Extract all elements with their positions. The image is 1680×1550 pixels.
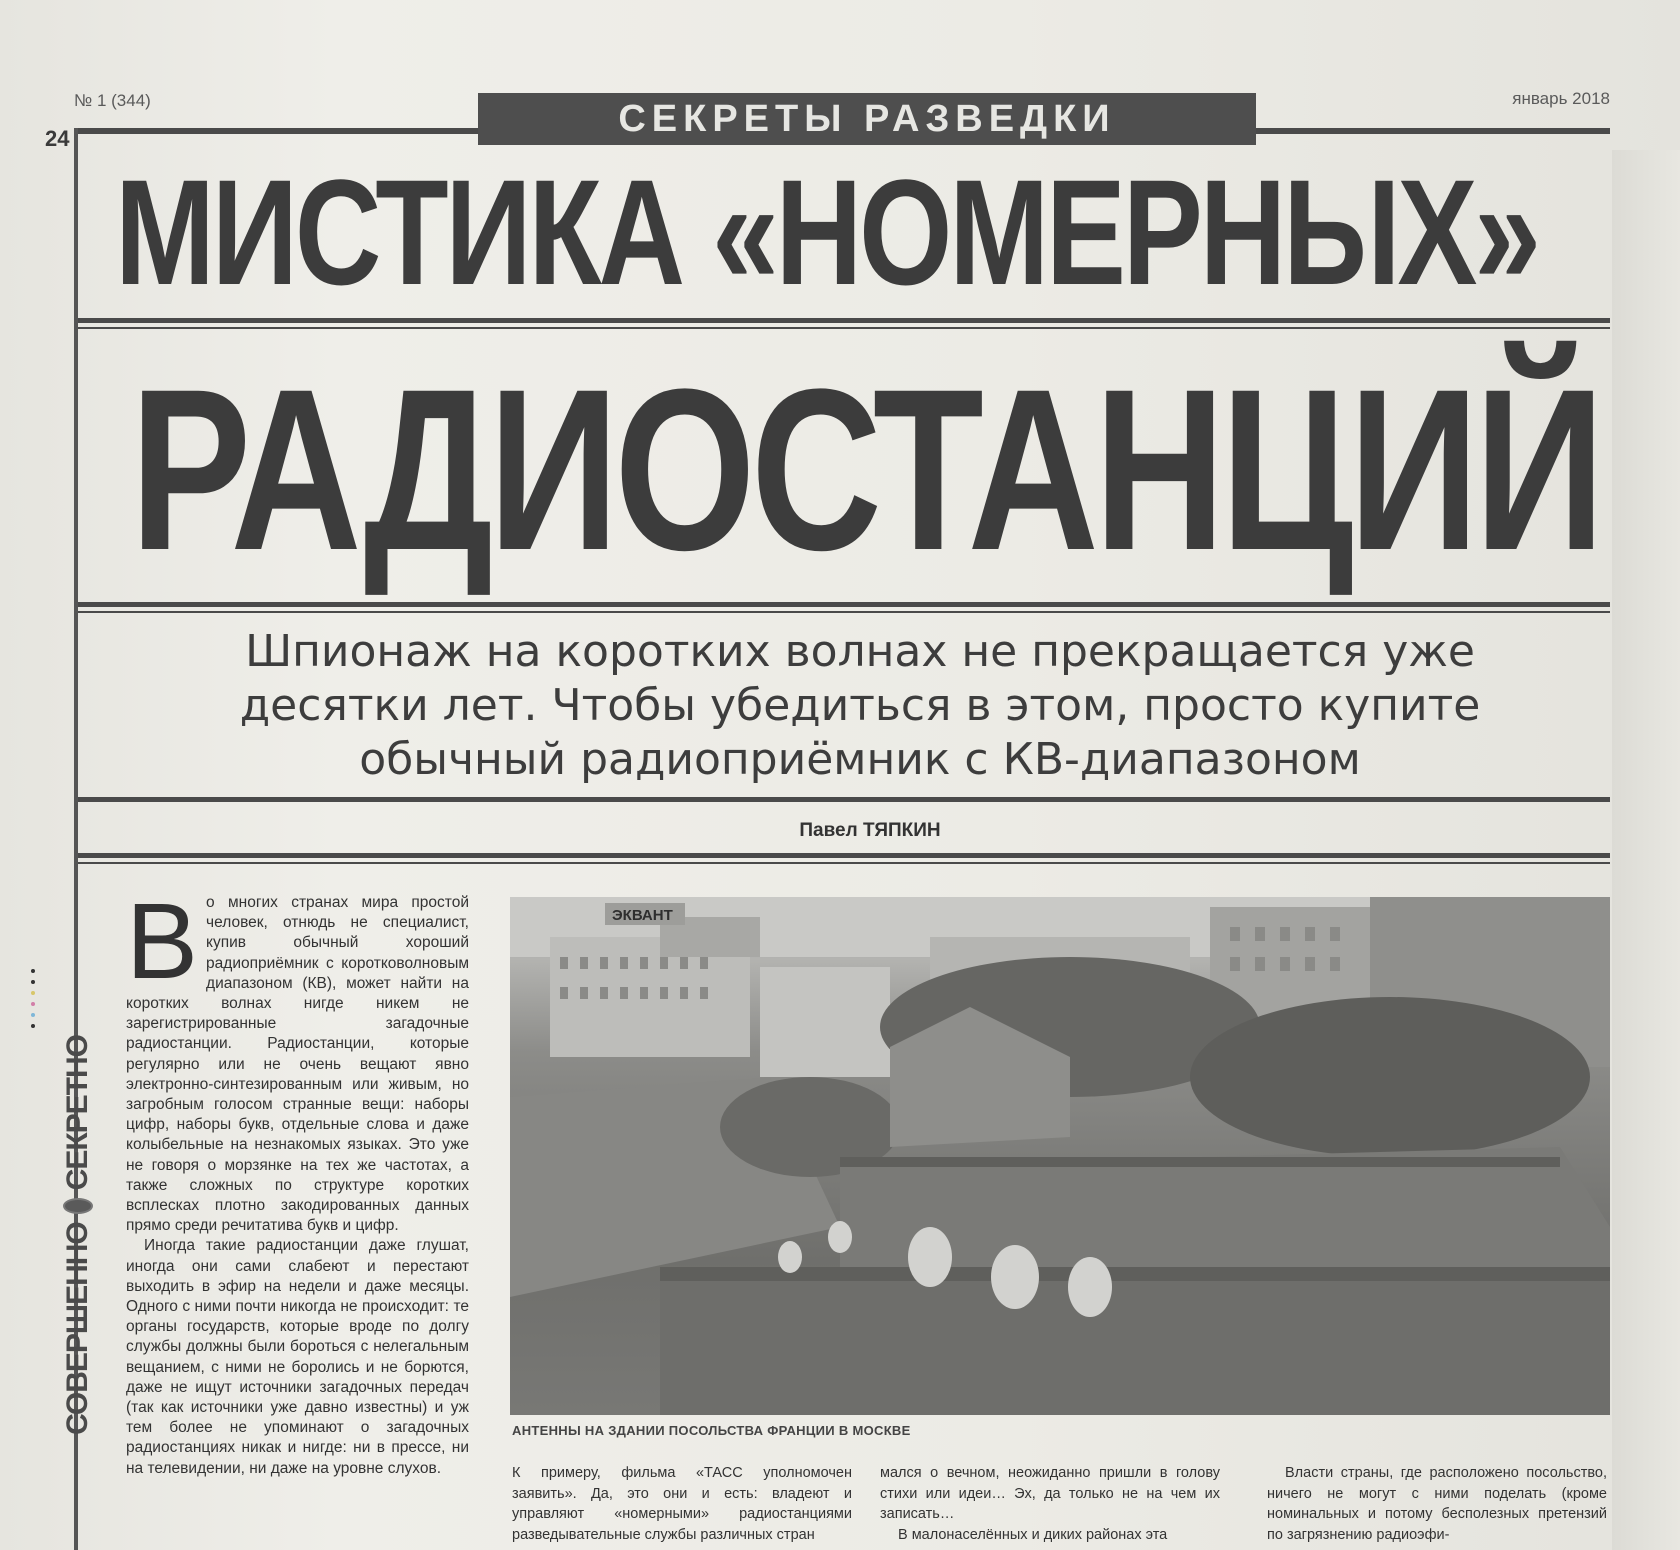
rubric-banner: СЕКРЕТЫ РАЗВЕДКИ [478, 93, 1256, 145]
sidebar-logo-text [60, 1035, 96, 1435]
photo-caption: АНТЕННЫ НА ЗДАНИИ ПОСОЛЬСТВА ФРАНЦИИ В МОСКВЕ [512, 1423, 911, 1438]
article-paragraph-1 [126, 880, 469, 1236]
sidebar-word2: СЕКРЕТНО [61, 1035, 94, 1191]
page-number: 24 [45, 126, 70, 151]
registration-dot [31, 969, 35, 973]
registration-dot [31, 1024, 35, 1028]
article-column-3 [880, 1463, 1220, 1545]
top-rule-right [1256, 128, 1610, 134]
rule-under-headline2-thin [78, 611, 1610, 613]
drop-cap: В [126, 880, 199, 1001]
article-column-2-text: К примеру, фильма «ТАСС уполномочен заявить». Да, это они и есть: владеют и управляют «номерными» радиостанциями разведывательные службы различных стран [512, 1465, 852, 1543]
article-photo [510, 897, 1610, 1415]
subheadline-line1: Шпионаж на коротких волнах не прекращается уже [245, 626, 1475, 677]
article-column-4 [1267, 1463, 1607, 1545]
issue-number: № 1 (344) [74, 91, 151, 110]
rule-under-headline2 [78, 602, 1610, 607]
registration-dot-magenta [31, 1002, 35, 1006]
subheadline-line3: обычный радиоприёмник с КВ-диапазоном [359, 734, 1361, 785]
emblem-icon [63, 1198, 93, 1214]
photo-illustration [510, 897, 1610, 1415]
article-paragraph-2: Иногда такие радиостанции даже глушат, иногда они сами слабеют и перестают выходить в эфир на недели и даже месяцы. Одного с ними почти никогда не происходит: те органы государств, которые вроде по долгу службы должны были бороться с нелегальным вещанием, с ними не боролись и не борются, даже не ищут источники загадочных передач (так как источники уже давно известны) и уж тем более не упоминают о загадочных радиостанциях никак и нигде: ни в прессе, ни на телевидении, ни даже на уровне слухов. [126, 1237, 469, 1477]
photo-sign-text: ЭКВАНТ [612, 907, 673, 924]
rule-above-byline [78, 797, 1610, 802]
rule-under-headline1-thin [78, 327, 1610, 329]
adjacent-page-strip [1612, 150, 1680, 1550]
article-column-3-text-b: В малонаселённых и диких районах эта [898, 1526, 1168, 1543]
sidebar-word1: СОВЕРШЕННО [61, 1222, 94, 1435]
headline-line2: РАДИОСТАНЦИЙ [130, 341, 1601, 598]
rule-under-headline1 [78, 318, 1610, 323]
subheadline [140, 625, 1580, 787]
byline: Павел ТЯПКИН [799, 820, 941, 841]
issue-date: январь 2018 [1512, 89, 1610, 108]
article-column-3-text-a: мался о вечном, неожиданно пришли в голову стихи или идеи… Эх, да только не на чем их записать… [880, 1465, 1220, 1522]
article-column-2 [512, 1463, 852, 1545]
rule-below-byline-thin [78, 862, 1610, 864]
article-paragraph-1-text: о многих странах мира простой человек, отнюдь не специалист, купив обычный хороший радиоприёмник с коротковолновым диапазоном (КВ), может найти на коротких волнах нигде никем не зарегистрированные загадочные радиостанции. Радиостанции, которые регулярно или не очень вещают явно электронно-синтезированным или живым, но загробным голосом странные вещи: наборы цифр, наборы букв, отдельные слова и даже колыбельные на незнакомых языках. Это уже не говоря о морзянке на тех же частотах, а также сложных по структуре коротких всплесках плотно закодированных данных прямо среди речитатива букв и цифр. [126, 894, 469, 1235]
sidebar-logo [60, 1035, 96, 1435]
rule-below-byline [78, 853, 1610, 858]
article-column-1 [126, 880, 469, 1479]
subheadline-line2: десятки лет. Чтобы убедиться в этом, просто купите [239, 680, 1481, 731]
top-rule [78, 128, 478, 134]
article-column-4-text: Власти страны, где расположено посольство, ничего не могут с ними поделать (кроме номинальных и потому бесполезных претензий по загрязнению радиоэфи- [1267, 1465, 1607, 1543]
registration-dot-yellow [31, 991, 35, 995]
registration-marks [28, 965, 38, 1035]
registration-dot-cyan [31, 1013, 35, 1017]
headline-line1: МИСТИКА «НОМЕРНЫХ» [115, 148, 1538, 316]
registration-dot [31, 980, 35, 984]
